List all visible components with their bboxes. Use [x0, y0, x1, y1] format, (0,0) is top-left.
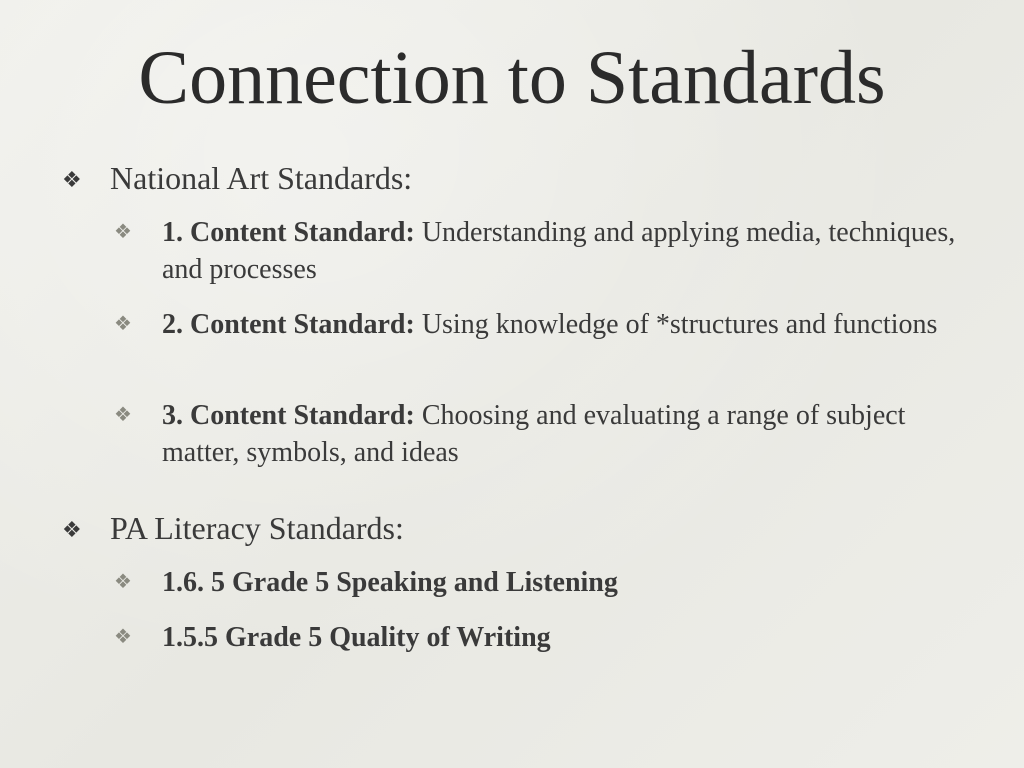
- list-item-bold-label: 1.6. 5 Grade 5 Speaking and Listening: [162, 567, 618, 598]
- list-item-bold-label: 2. Content Standard:: [162, 309, 415, 340]
- list-item-bold-label: 1. Content Standard:: [162, 217, 415, 248]
- list-item-text: Choosing and evaluating a range of subject matter, symbols, and ideas: [162, 400, 906, 468]
- list-item-content-standard-3: [114, 397, 964, 471]
- diamond-sub-bullet-icon: ❖: [114, 313, 132, 335]
- section-heading-text: PA Literacy Standards:: [110, 510, 404, 546]
- diamond-sub-bullet-icon: ❖: [114, 571, 132, 593]
- list-item-text: Understanding and applying media, techniques, and processes: [162, 217, 956, 285]
- diamond-sub-bullet-icon: ❖: [114, 626, 132, 648]
- section-heading-text: National Art Standards:: [110, 160, 413, 196]
- list-item-text: Using knowledge of *structures and functions: [414, 309, 938, 340]
- slide-title: Connection to Standards: [138, 36, 886, 120]
- diamond-sub-bullet-icon: ❖: [114, 221, 132, 243]
- list-item-content-standard-1: [114, 214, 964, 288]
- list-item-content-standard-2: [114, 306, 964, 343]
- diamond-bullet-icon: ❖: [62, 167, 82, 192]
- diamond-sub-bullet-icon: ❖: [114, 404, 132, 426]
- list-item-bold-label: 3. Content Standard:: [162, 400, 415, 431]
- list-item-speaking-listening: [114, 564, 964, 601]
- diamond-bullet-icon: ❖: [62, 517, 82, 542]
- list-item-quality-writing: [114, 619, 964, 656]
- list-item-bold-label: 1.5.5 Grade 5 Quality of Writing: [162, 622, 551, 653]
